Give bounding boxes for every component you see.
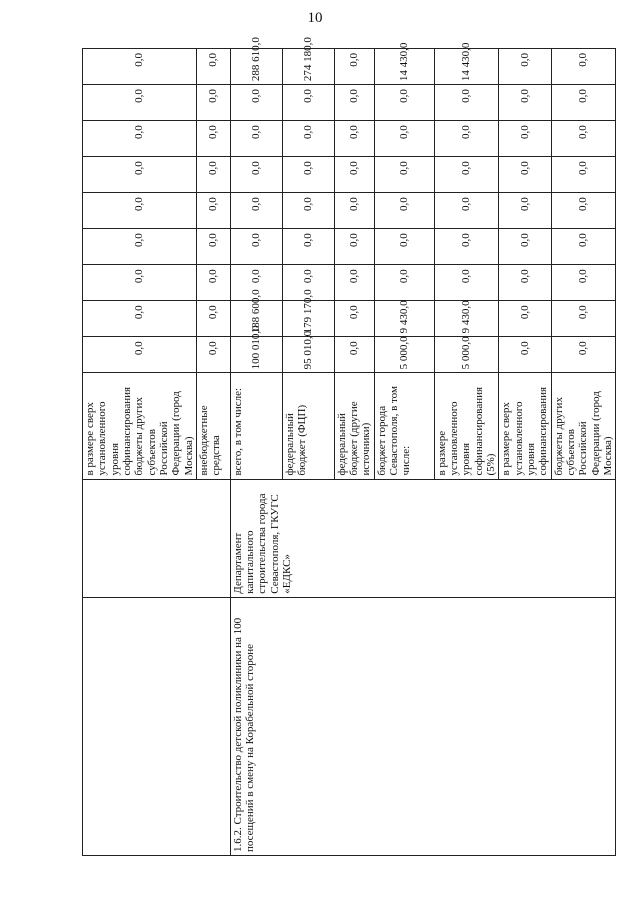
rotated-table-container — [82, 37, 614, 856]
value-cell: 0,0 — [551, 301, 616, 337]
value-cell: 0,0 — [196, 337, 230, 373]
page-number: 10 — [307, 10, 323, 26]
value-cell: 0,0 — [551, 193, 616, 229]
empty-project-cell — [83, 597, 231, 855]
value-cell: 0,0 — [334, 265, 374, 301]
value-cell: 5 000,0 — [374, 337, 434, 373]
value-cell: 0,0 — [196, 121, 230, 157]
value-cell: 0,0 — [374, 193, 434, 229]
value-cell: 0,0 — [551, 337, 616, 373]
value-cell: 0,0 — [499, 85, 551, 121]
value-cell: 0,0 — [196, 49, 230, 85]
value-cell: 0,0 — [83, 121, 197, 157]
value-cell: 0,0 — [196, 193, 230, 229]
value-cell: 0,0 — [434, 229, 499, 265]
value-cell: 0,0 — [282, 193, 334, 229]
value-cell: 0,0 — [230, 229, 282, 265]
value-cell: 274 180,0 — [282, 49, 334, 85]
value-cell: 0,0 — [551, 85, 616, 121]
value-cell: 0,0 — [551, 229, 616, 265]
value-cell: 0,0 — [282, 157, 334, 193]
value-cell: 0,0 — [499, 157, 551, 193]
funding-source-label: федеральный бюджет (другие источники) — [334, 373, 374, 479]
value-cell: 100 010,0 — [230, 337, 282, 373]
value-cell: 0,0 — [83, 301, 197, 337]
value-cell: 0,0 — [334, 85, 374, 121]
value-cell: 0,0 — [434, 193, 499, 229]
value-cell: 5 000,0 — [434, 337, 499, 373]
funding-source-label: всего, в том числе: — [230, 373, 282, 479]
value-cell: 0,0 — [230, 121, 282, 157]
table-row — [230, 49, 282, 856]
value-cell: 0,0 — [230, 265, 282, 301]
value-cell: 0,0 — [551, 157, 616, 193]
value-cell: 0,0 — [334, 121, 374, 157]
value-cell: 0,0 — [282, 265, 334, 301]
value-cell: 0,0 — [434, 265, 499, 301]
value-cell: 0,0 — [83, 193, 197, 229]
value-cell: 0,0 — [499, 337, 551, 373]
value-cell: 0,0 — [196, 265, 230, 301]
value-cell: 0,0 — [334, 229, 374, 265]
value-cell: 0,0 — [374, 265, 434, 301]
value-cell: 0,0 — [282, 229, 334, 265]
funding-source-label: бюджеты других субъектов Российской Федерации (город Москва) — [551, 373, 616, 479]
value-cell: 0,0 — [434, 85, 499, 121]
value-cell: 0,0 — [196, 85, 230, 121]
value-cell: 0,0 — [499, 121, 551, 157]
value-cell: 0,0 — [499, 265, 551, 301]
value-cell: 0,0 — [83, 229, 197, 265]
value-cell: 288 610,0 — [230, 49, 282, 85]
value-cell: 188 600,0 — [230, 301, 282, 337]
value-cell: 0,0 — [499, 49, 551, 85]
value-cell: 0,0 — [499, 193, 551, 229]
value-cell: 0,0 — [83, 157, 197, 193]
value-cell: 0,0 — [83, 49, 197, 85]
table-row — [83, 49, 197, 856]
value-cell: 0,0 — [282, 85, 334, 121]
budget-table — [82, 37, 616, 856]
value-cell: 0,0 — [230, 157, 282, 193]
funding-source-label: в размере сверх установленного уровня софинансирования бюджеты других субъектов Российской Федерации (город Москва) — [83, 373, 197, 479]
value-cell: 0,0 — [551, 49, 616, 85]
value-cell: 0,0 — [334, 49, 374, 85]
value-cell: 0,0 — [374, 121, 434, 157]
value-cell: 0,0 — [196, 301, 230, 337]
value-cell: 0,0 — [374, 85, 434, 121]
empty-executor-cell — [83, 479, 231, 597]
value-cell: 0,0 — [374, 157, 434, 193]
value-cell: 0,0 — [196, 157, 230, 193]
value-cell: 0,0 — [499, 301, 551, 337]
value-cell: 0,0 — [83, 265, 197, 301]
value-cell: 0,0 — [83, 337, 197, 373]
value-cell: 14 430,0 — [374, 49, 434, 85]
value-cell: 0,0 — [499, 229, 551, 265]
value-cell: 0,0 — [334, 193, 374, 229]
value-cell: 14 430,0 — [434, 49, 499, 85]
value-cell: 0,0 — [551, 265, 616, 301]
value-cell: 0,0 — [374, 229, 434, 265]
funding-source-label: в размере установленного уровня софинансирования (5%) — [434, 373, 499, 479]
value-cell: 0,0 — [83, 85, 197, 121]
value-cell: 0,0 — [434, 121, 499, 157]
value-cell: 0,0 — [230, 193, 282, 229]
value-cell: 0,0 — [551, 121, 616, 157]
funding-source-label: федеральный бюджет (ФЦП) — [282, 373, 334, 479]
funding-source-label: в размере сверх установленного уровня софинансирования — [499, 373, 551, 479]
value-cell: 0,0 — [334, 157, 374, 193]
value-cell: 0,0 — [334, 337, 374, 373]
value-cell: 0,0 — [334, 301, 374, 337]
value-cell: 0,0 — [196, 229, 230, 265]
value-cell: 0,0 — [434, 157, 499, 193]
funding-source-label: бюджет города Севастополя, в том числе: — [374, 373, 434, 479]
value-cell: 9 430,0 — [374, 301, 434, 337]
value-cell: 0,0 — [282, 121, 334, 157]
value-cell: 9 430,0 — [434, 301, 499, 337]
funding-source-label: внебюджетные средства — [196, 373, 230, 479]
value-cell: 179 170,0 — [282, 301, 334, 337]
project-name-cell: 1.6.2. Строительство детской поликлиники на 100 посещений в смену на Корабельной стороне — [230, 597, 615, 855]
value-cell: 0,0 — [230, 85, 282, 121]
value-cell: 95 010,0 — [282, 337, 334, 373]
executor-cell: Департамент капитального строительства города Севастополя, ГКУГС «ЕДКС» — [230, 479, 615, 597]
